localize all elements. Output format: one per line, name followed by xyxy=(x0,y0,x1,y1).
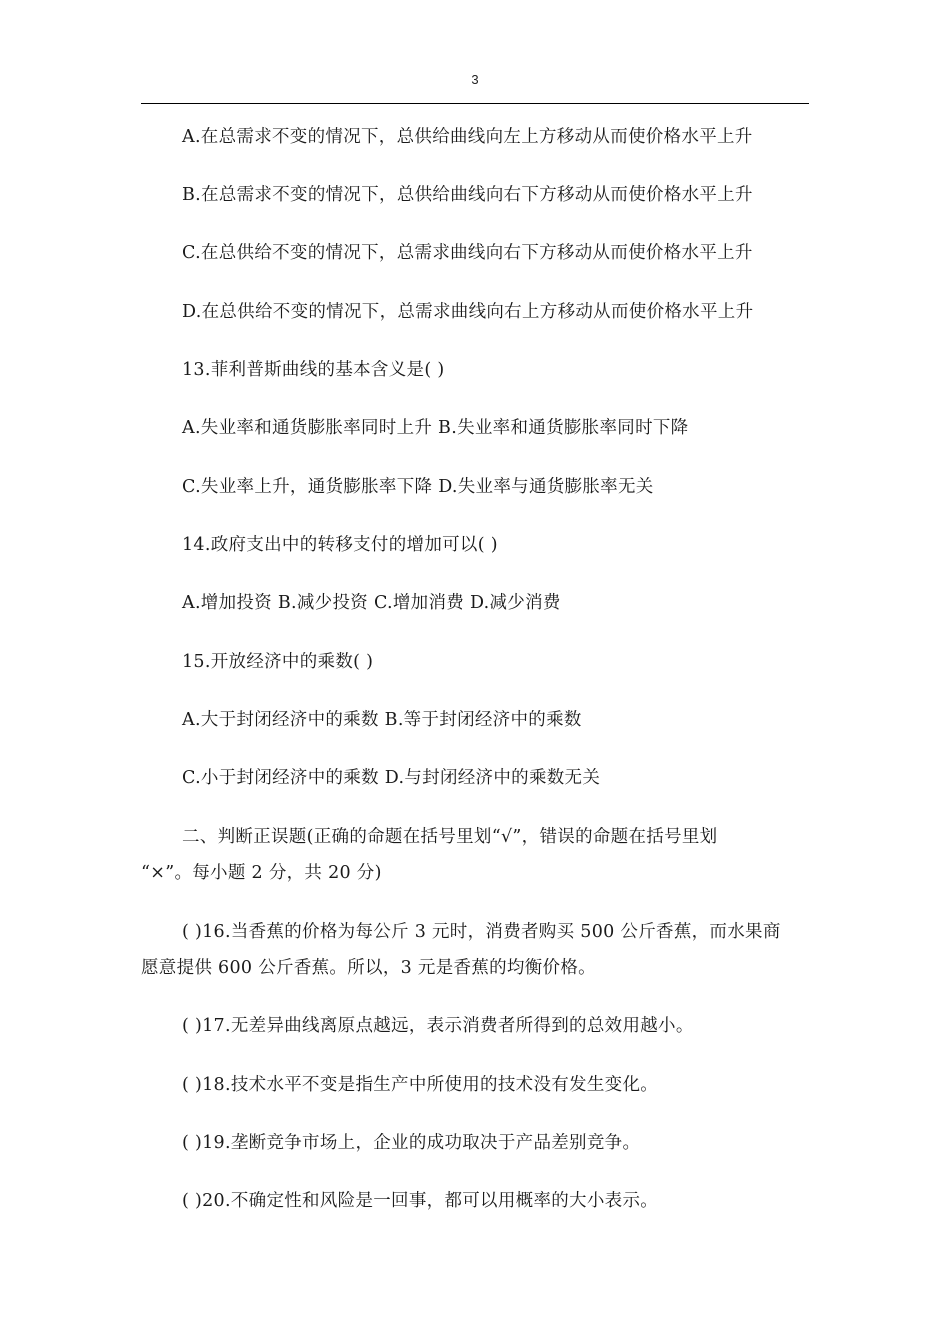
q12-option-d: D.在总供给不变的情况下，总需求曲线向右上方移动从而使价格水平上升 xyxy=(182,302,754,322)
page-number: 3 xyxy=(471,72,479,87)
q12-option-b: B.在总需求不变的情况下，总供给曲线向右下方移动从而使价格水平上升 xyxy=(182,185,753,205)
q16-line1: ( )16.当香蕉的价格为每公斤 3 元时，消费者购买 500 公斤香蕉，而水果商 xyxy=(182,922,781,942)
section2-heading-line2: “×”。每小题 2 分，共 20 分) xyxy=(141,863,382,883)
q14-stem: 14.政府支出中的转移支付的增加可以( ) xyxy=(182,535,498,555)
q15-options-line1: A.大于封闭经济中的乘数 B.等于封闭经济中的乘数 xyxy=(182,710,582,730)
q14-options: A.增加投资 B.减少投资 C.增加消费 D.减少消费 xyxy=(182,593,561,613)
section2-heading-line1: 二、判断正误题(正确的命题在括号里划“√”，错误的命题在括号里划 xyxy=(182,827,718,847)
header-rule xyxy=(141,103,809,104)
q12-option-c: C.在总供给不变的情况下，总需求曲线向右下方移动从而使价格水平上升 xyxy=(182,243,753,263)
q16-statement xyxy=(141,914,809,986)
q17-statement: ( )17.无差异曲线离原点越远，表示消费者所得到的总效用越小。 xyxy=(182,1016,694,1036)
q13-options-line2: C.失业率上升，通货膨胀率下降 D.失业率与通货膨胀率无关 xyxy=(182,477,654,497)
q12-option-a: A.在总需求不变的情况下，总供给曲线向左上方移动从而使价格水平上升 xyxy=(182,127,753,147)
q20-statement: ( )20.不确定性和风险是一回事，都可以用概率的大小表示。 xyxy=(182,1191,659,1211)
q13-options-line1: A.失业率和通货膨胀率同时上升 B.失业率和通货膨胀率同时下降 xyxy=(182,418,689,438)
section2-heading xyxy=(141,819,809,891)
q16-line2: 愿意提供 600 公斤香蕉。所以，3 元是香蕉的均衡价格。 xyxy=(141,958,596,978)
q15-options-line2: C.小于封闭经济中的乘数 D.与封闭经济中的乘数无关 xyxy=(182,768,601,788)
q19-statement: ( )19.垄断竞争市场上，企业的成功取决于产品差别竞争。 xyxy=(182,1133,641,1153)
q13-stem: 13.菲利普斯曲线的基本含义是( ) xyxy=(182,360,445,380)
q15-stem: 15.开放经济中的乘数( ) xyxy=(182,652,374,672)
q18-statement: ( )18.技术水平不变是指生产中所使用的技术没有发生变化。 xyxy=(182,1075,659,1095)
